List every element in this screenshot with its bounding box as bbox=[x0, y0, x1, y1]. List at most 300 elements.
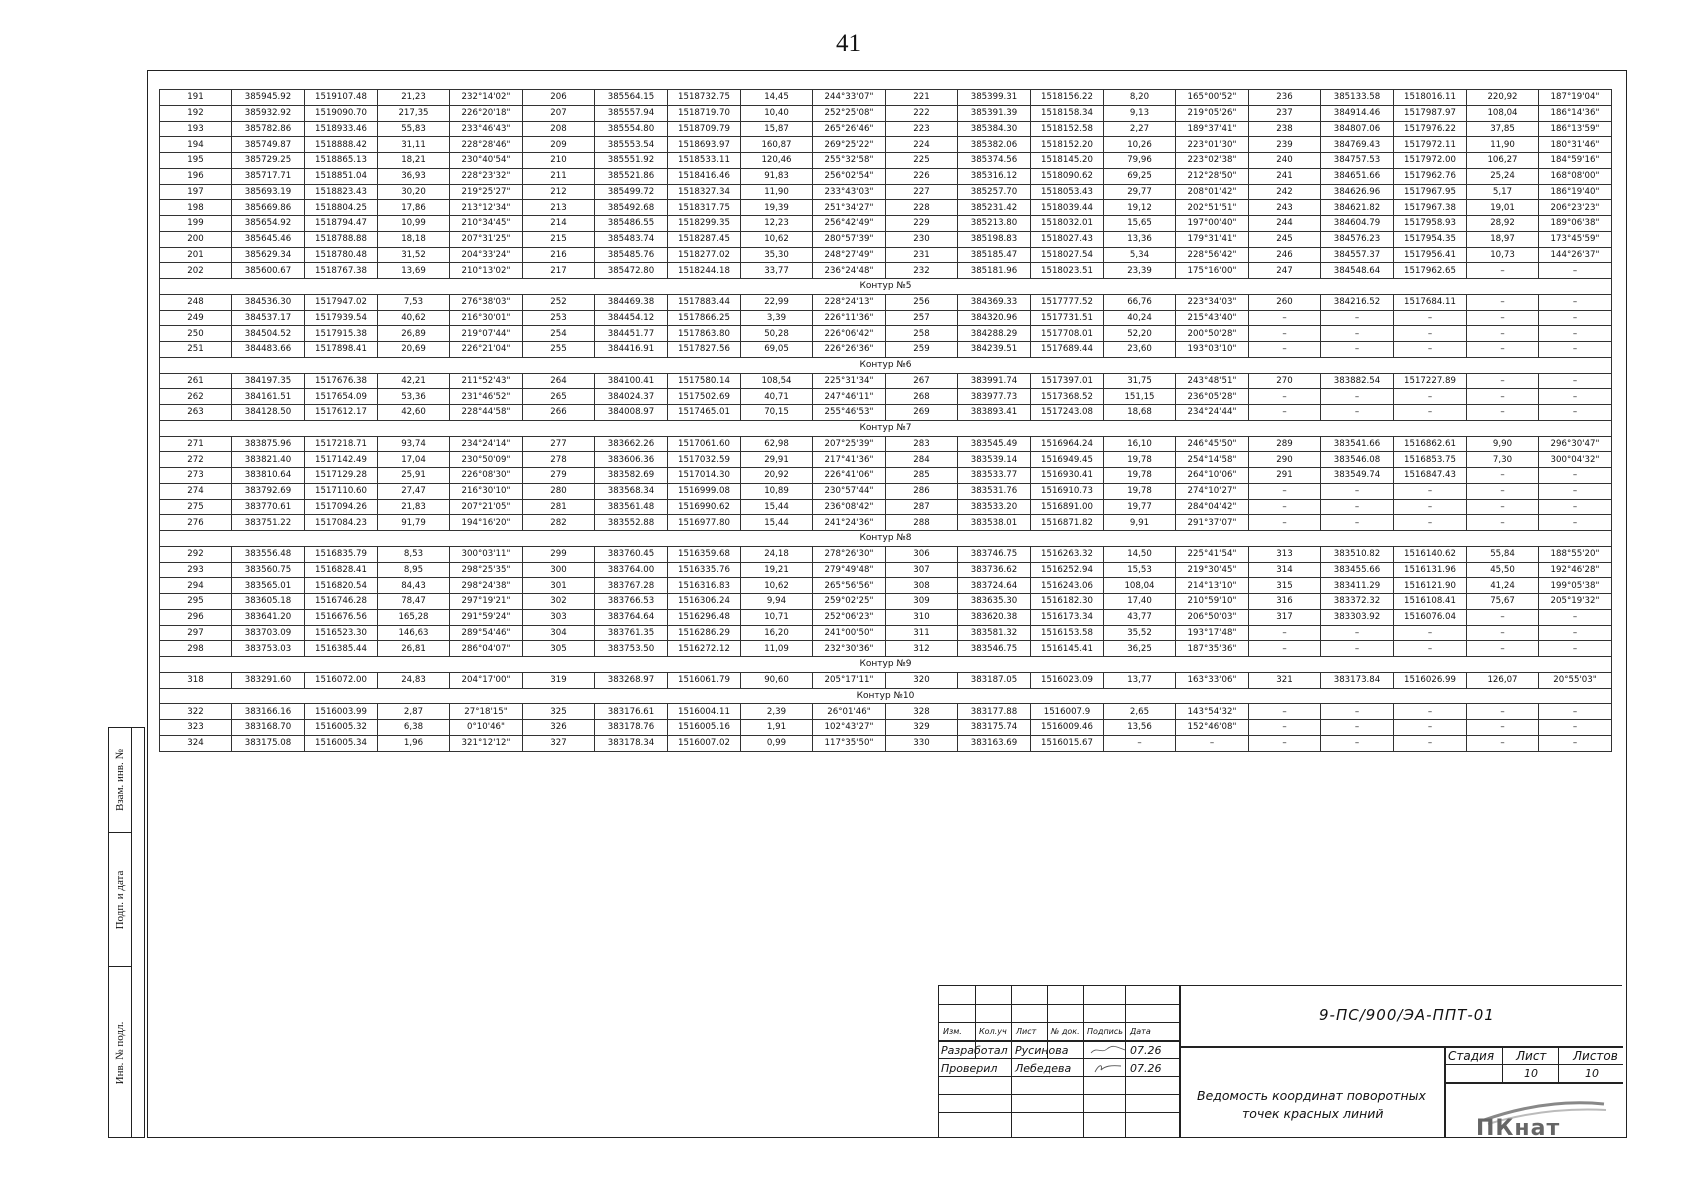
table-cell: 310 bbox=[886, 609, 958, 625]
table-cell: 316 bbox=[1249, 594, 1321, 610]
side-stamp-inv bbox=[109, 967, 131, 1139]
table-cell: 189°37'41" bbox=[1176, 121, 1249, 137]
table-cell: – bbox=[1249, 483, 1321, 499]
table-cell: 196 bbox=[160, 168, 232, 184]
table-cell: – bbox=[1539, 263, 1612, 279]
table-cell: 385654.92 bbox=[232, 216, 305, 232]
table-cell: 199 bbox=[160, 216, 232, 232]
table-cell: 226°21'04" bbox=[450, 342, 523, 358]
checked-role: Проверил bbox=[941, 1062, 998, 1075]
table-cell: 2,87 bbox=[378, 704, 450, 720]
table-cell: 9,91 bbox=[1104, 515, 1176, 531]
table-cell: 1516004.11 bbox=[668, 704, 741, 720]
table-cell: 69,25 bbox=[1104, 168, 1176, 184]
table-cell: – bbox=[1249, 499, 1321, 515]
table-cell: 219°07'44" bbox=[450, 326, 523, 342]
table-cell: 18,18 bbox=[378, 231, 450, 247]
table-cell: 383166.16 bbox=[232, 704, 305, 720]
table-cell: 212 bbox=[523, 184, 595, 200]
table-cell: 187°35'36" bbox=[1176, 641, 1249, 657]
table-cell: – bbox=[1394, 499, 1467, 515]
table-cell: – bbox=[1321, 515, 1394, 531]
table-cell: 288 bbox=[886, 515, 958, 531]
table-cell: 23,39 bbox=[1104, 263, 1176, 279]
table-cell: 1518416.46 bbox=[668, 168, 741, 184]
table-cell: 163°33'06" bbox=[1176, 672, 1249, 688]
table-cell: 1516286.29 bbox=[668, 625, 741, 641]
table-cell: 198 bbox=[160, 200, 232, 216]
table-cell: 1516359.68 bbox=[668, 546, 741, 562]
table-cell: – bbox=[1394, 720, 1467, 736]
table-cell: 193°03'10" bbox=[1176, 342, 1249, 358]
table-cell: – bbox=[1539, 735, 1612, 751]
table-cell: 241°24'36" bbox=[813, 515, 886, 531]
table-cell: 312 bbox=[886, 641, 958, 657]
table-cell: 1516910.73 bbox=[1031, 483, 1104, 499]
table-cell: 20,69 bbox=[378, 342, 450, 358]
table-cell: 384557.37 bbox=[1321, 247, 1394, 263]
table-cell: 274°10'27" bbox=[1176, 483, 1249, 499]
table-cell: 385693.19 bbox=[232, 184, 305, 200]
table-cell: – bbox=[1467, 720, 1539, 736]
table-cell: 290 bbox=[1249, 452, 1321, 468]
table-cell: 284 bbox=[886, 452, 958, 468]
table-cell: 248°27'49" bbox=[813, 247, 886, 263]
developed-name: Русинова bbox=[1015, 1044, 1069, 1057]
table-cell: 287 bbox=[886, 499, 958, 515]
table-cell: 216°30'01" bbox=[450, 310, 523, 326]
table-cell: 298°24'38" bbox=[450, 578, 523, 594]
table-cell: 62,98 bbox=[741, 436, 813, 452]
table-cell: 284°04'42" bbox=[1176, 499, 1249, 515]
table-cell: 217°41'36" bbox=[813, 452, 886, 468]
table-cell: 216 bbox=[523, 247, 595, 263]
table-cell: 19,78 bbox=[1104, 468, 1176, 484]
table-cell: 9,90 bbox=[1467, 436, 1539, 452]
table-cell: 215 bbox=[523, 231, 595, 247]
table-cell: 11,09 bbox=[741, 641, 813, 657]
table-cell: 384454.12 bbox=[595, 310, 668, 326]
checked-date: 07.26 bbox=[1130, 1062, 1162, 1075]
table-cell: 1516252.94 bbox=[1031, 562, 1104, 578]
table-cell: 385782.86 bbox=[232, 121, 305, 137]
table-cell: 1518152.20 bbox=[1031, 137, 1104, 153]
table-cell: 383175.74 bbox=[958, 720, 1031, 736]
table-cell: 286°04'07" bbox=[450, 641, 523, 657]
table-cell: 238 bbox=[1249, 121, 1321, 137]
table-cell: 1517227.89 bbox=[1394, 373, 1467, 389]
table-cell: 193°17'48" bbox=[1176, 625, 1249, 641]
table-cell: 33,77 bbox=[741, 263, 813, 279]
table-cell: 1517915.38 bbox=[305, 326, 378, 342]
table-cell: 384757.53 bbox=[1321, 153, 1394, 169]
table-cell: 9,94 bbox=[741, 594, 813, 610]
table-cell: 223 bbox=[886, 121, 958, 137]
table-cell: 0,99 bbox=[741, 735, 813, 751]
table-cell: 1518709.79 bbox=[668, 121, 741, 137]
table-cell: 228 bbox=[886, 200, 958, 216]
table-cell: 202°51'51" bbox=[1176, 200, 1249, 216]
table-cell: 29,91 bbox=[741, 452, 813, 468]
table-cell: 281 bbox=[523, 499, 595, 515]
table-cell: 383662.26 bbox=[595, 436, 668, 452]
table-cell: 226°06'42" bbox=[813, 326, 886, 342]
table-cell: 248 bbox=[160, 294, 232, 310]
table-cell: 14,45 bbox=[741, 90, 813, 106]
table-cell: 383724.64 bbox=[958, 578, 1031, 594]
table-cell: 321 bbox=[1249, 672, 1321, 688]
table-cell: 383764.64 bbox=[595, 609, 668, 625]
table-cell: 247 bbox=[1249, 263, 1321, 279]
table-cell: 1516131.96 bbox=[1394, 562, 1467, 578]
table-cell: 254°14'58" bbox=[1176, 452, 1249, 468]
table-cell: 385729.25 bbox=[232, 153, 305, 169]
table-cell: – bbox=[1394, 326, 1467, 342]
table-cell: 197 bbox=[160, 184, 232, 200]
table-cell: 106,27 bbox=[1467, 153, 1539, 169]
table-cell: 262 bbox=[160, 389, 232, 405]
table-cell: 385133.58 bbox=[1321, 90, 1394, 106]
table-cell: 280°57'39" bbox=[813, 231, 886, 247]
table-cell: 308 bbox=[886, 578, 958, 594]
table-cell: 273 bbox=[160, 468, 232, 484]
table-cell: 1,91 bbox=[741, 720, 813, 736]
table-cell: – bbox=[1249, 625, 1321, 641]
page-number: 41 bbox=[836, 30, 861, 57]
table-cell: – bbox=[1321, 704, 1394, 720]
table-cell: 1518788.88 bbox=[305, 231, 378, 247]
table-cell: 385492.68 bbox=[595, 200, 668, 216]
table-cell: 383753.03 bbox=[232, 641, 305, 657]
table-cell: 193 bbox=[160, 121, 232, 137]
table-cell: 213 bbox=[523, 200, 595, 216]
table-cell: 289°54'46" bbox=[450, 625, 523, 641]
table-cell: 384536.30 bbox=[232, 294, 305, 310]
table-cell: 1517397.01 bbox=[1031, 373, 1104, 389]
table-cell: 384369.33 bbox=[958, 294, 1031, 310]
table-cell: 315 bbox=[1249, 578, 1321, 594]
table-cell: 264 bbox=[523, 373, 595, 389]
table-cell: 184°59'16" bbox=[1539, 153, 1612, 169]
table-cell: 300 bbox=[523, 562, 595, 578]
table-cell: 7,30 bbox=[1467, 452, 1539, 468]
table-row bbox=[160, 499, 1612, 515]
table-cell: 175°16'00" bbox=[1176, 263, 1249, 279]
table-cell: 258 bbox=[886, 326, 958, 342]
table-cell: – bbox=[1249, 720, 1321, 736]
table-cell: 256°02'54" bbox=[813, 168, 886, 184]
table-cell: 385483.74 bbox=[595, 231, 668, 247]
table-cell: 1516173.34 bbox=[1031, 609, 1104, 625]
table-cell: 383560.75 bbox=[232, 562, 305, 578]
table-cell: 261 bbox=[160, 373, 232, 389]
table-cell: 210°13'02" bbox=[450, 263, 523, 279]
table-cell: 220,92 bbox=[1467, 90, 1539, 106]
table-row bbox=[160, 720, 1612, 736]
table-cell: 12,23 bbox=[741, 216, 813, 232]
table-cell: 330 bbox=[886, 735, 958, 751]
table-cell: – bbox=[1394, 515, 1467, 531]
table-cell: 53,36 bbox=[378, 389, 450, 405]
table-cell: 1517731.51 bbox=[1031, 310, 1104, 326]
table-cell: 296 bbox=[160, 609, 232, 625]
table-cell: 200°50'28" bbox=[1176, 326, 1249, 342]
contour-header-row bbox=[160, 420, 1612, 436]
developed-date: 07.26 bbox=[1130, 1044, 1162, 1057]
table-cell: 385554.80 bbox=[595, 121, 668, 137]
table-cell: 1518090.62 bbox=[1031, 168, 1104, 184]
table-cell: 230°57'44" bbox=[813, 483, 886, 499]
hdr-data: Дата bbox=[1130, 1027, 1151, 1036]
table-row bbox=[160, 294, 1612, 310]
table-row bbox=[160, 672, 1612, 688]
table-row bbox=[160, 373, 1612, 389]
table-cell: 1518027.54 bbox=[1031, 247, 1104, 263]
table-cell: 276°38'03" bbox=[450, 294, 523, 310]
side-stamp-podp-label: Подп. и дата bbox=[114, 870, 126, 929]
table-row bbox=[160, 452, 1612, 468]
table-cell: 1517863.80 bbox=[668, 326, 741, 342]
table-cell: 302 bbox=[523, 594, 595, 610]
developed-role: Разработал bbox=[941, 1044, 1008, 1057]
table-cell: 383767.28 bbox=[595, 578, 668, 594]
table-cell: – bbox=[1539, 704, 1612, 720]
table-cell: 1518244.18 bbox=[668, 263, 741, 279]
table-cell: 35,52 bbox=[1104, 625, 1176, 641]
table-cell: 1516977.80 bbox=[668, 515, 741, 531]
table-cell: 328 bbox=[886, 704, 958, 720]
table-cell: 1516316.83 bbox=[668, 578, 741, 594]
table-cell: 299 bbox=[523, 546, 595, 562]
table-cell: 27°18'15" bbox=[450, 704, 523, 720]
table-cell: 91,79 bbox=[378, 515, 450, 531]
document-code: 9-ПС/900/ЭА-ППТ-01 bbox=[1319, 1006, 1495, 1024]
table-cell: 210°59'10" bbox=[1176, 594, 1249, 610]
table-cell: – bbox=[1394, 483, 1467, 499]
table-cell: 1516847.43 bbox=[1394, 468, 1467, 484]
table-cell: – bbox=[1176, 735, 1249, 751]
table-cell: – bbox=[1539, 609, 1612, 625]
table-cell: 279 bbox=[523, 468, 595, 484]
table-cell: 226°41'06" bbox=[813, 468, 886, 484]
table-cell: – bbox=[1249, 515, 1321, 531]
table-cell: 24,83 bbox=[378, 672, 450, 688]
table-cell: 307 bbox=[886, 562, 958, 578]
table-cell: 383746.75 bbox=[958, 546, 1031, 562]
table-cell: 226 bbox=[886, 168, 958, 184]
table-cell: 1516072.00 bbox=[305, 672, 378, 688]
table-cell: 226°26'36" bbox=[813, 342, 886, 358]
table-cell: 1,96 bbox=[378, 735, 450, 751]
table-cell: 19,12 bbox=[1104, 200, 1176, 216]
table-cell: 266 bbox=[523, 405, 595, 421]
table-cell: 1516026.99 bbox=[1394, 672, 1467, 688]
table-cell: 1517954.35 bbox=[1394, 231, 1467, 247]
table-cell: 240 bbox=[1249, 153, 1321, 169]
table-cell: 228°24'13" bbox=[813, 294, 886, 310]
hdr-izm: Изм. bbox=[943, 1027, 962, 1036]
table-cell: 117°35'50" bbox=[813, 735, 886, 751]
table-cell: – bbox=[1249, 389, 1321, 405]
table-cell: – bbox=[1467, 389, 1539, 405]
table-cell: 383991.74 bbox=[958, 373, 1031, 389]
table-cell: 385257.70 bbox=[958, 184, 1031, 200]
table-cell: 278 bbox=[523, 452, 595, 468]
table-cell: 27,47 bbox=[378, 483, 450, 499]
table-cell: 297 bbox=[160, 625, 232, 641]
table-cell: 230°50'09" bbox=[450, 452, 523, 468]
table-cell: 1518023.51 bbox=[1031, 263, 1104, 279]
table-cell: 385213.80 bbox=[958, 216, 1031, 232]
table-cell: 1517972.00 bbox=[1394, 153, 1467, 169]
table-cell: 283 bbox=[886, 436, 958, 452]
table-cell: 1517014.30 bbox=[668, 468, 741, 484]
table-cell: 212°28'50" bbox=[1176, 168, 1249, 184]
table-cell: 326 bbox=[523, 720, 595, 736]
table-cell: – bbox=[1539, 405, 1612, 421]
table-cell: 35,30 bbox=[741, 247, 813, 263]
table-cell: 126,07 bbox=[1467, 672, 1539, 688]
table-cell: 2,39 bbox=[741, 704, 813, 720]
table-cell: – bbox=[1467, 263, 1539, 279]
table-cell: 165°00'52" bbox=[1176, 90, 1249, 106]
table-cell: 254 bbox=[523, 326, 595, 342]
logo-text: ПКнат bbox=[1476, 1116, 1561, 1136]
table-cell: – bbox=[1321, 641, 1394, 657]
table-cell: 1516076.04 bbox=[1394, 609, 1467, 625]
table-cell: 383565.01 bbox=[232, 578, 305, 594]
table-cell: 10,26 bbox=[1104, 137, 1176, 153]
table-cell: 223°02'38" bbox=[1176, 153, 1249, 169]
table-cell: 19,01 bbox=[1467, 200, 1539, 216]
table-cell: – bbox=[1321, 310, 1394, 326]
table-cell: 1516523.30 bbox=[305, 625, 378, 641]
table-cell: 383510.82 bbox=[1321, 546, 1394, 562]
table-cell: – bbox=[1104, 735, 1176, 751]
table-cell: 7,53 bbox=[378, 294, 450, 310]
table-cell: 1516153.58 bbox=[1031, 625, 1104, 641]
table-cell: 1516990.62 bbox=[668, 499, 741, 515]
table-cell: 1517368.52 bbox=[1031, 389, 1104, 405]
table-cell: 1516023.09 bbox=[1031, 672, 1104, 688]
table-cell: – bbox=[1539, 641, 1612, 657]
table-cell: 384239.51 bbox=[958, 342, 1031, 358]
table-cell: – bbox=[1394, 310, 1467, 326]
table-cell: 272 bbox=[160, 452, 232, 468]
table-cell: 267 bbox=[886, 373, 958, 389]
table-cell: 1517898.41 bbox=[305, 342, 378, 358]
table-cell: 289 bbox=[1249, 436, 1321, 452]
table-row bbox=[160, 137, 1612, 153]
table-row bbox=[160, 90, 1612, 106]
table-cell: 257 bbox=[886, 310, 958, 326]
table-cell: 1517218.71 bbox=[305, 436, 378, 452]
table-cell: 1517689.44 bbox=[1031, 342, 1104, 358]
table-cell: 8,20 bbox=[1104, 90, 1176, 106]
table-cell: 255 bbox=[523, 342, 595, 358]
table-cell: 385945.92 bbox=[232, 90, 305, 106]
table-cell: 66,76 bbox=[1104, 294, 1176, 310]
table-row bbox=[160, 168, 1612, 184]
table-cell: 384416.91 bbox=[595, 342, 668, 358]
table-cell: 1516003.99 bbox=[305, 704, 378, 720]
table-cell: 26,81 bbox=[378, 641, 450, 657]
table-cell: 1517465.01 bbox=[668, 405, 741, 421]
table-cell: 383173.84 bbox=[1321, 672, 1394, 688]
table-row bbox=[160, 405, 1612, 421]
table-cell: 206°50'03" bbox=[1176, 609, 1249, 625]
table-cell: 1516862.61 bbox=[1394, 436, 1467, 452]
table-cell: 1516007.9 bbox=[1031, 704, 1104, 720]
table-cell: 1517777.52 bbox=[1031, 294, 1104, 310]
table-cell: 1516891.00 bbox=[1031, 499, 1104, 515]
table-cell: 259 bbox=[886, 342, 958, 358]
table-cell: 385399.31 bbox=[958, 90, 1031, 106]
table-cell: – bbox=[1467, 405, 1539, 421]
table-cell: 385521.86 bbox=[595, 168, 668, 184]
table-cell: 241 bbox=[1249, 168, 1321, 184]
table-cell: – bbox=[1249, 405, 1321, 421]
contour-header-row bbox=[160, 688, 1612, 704]
table-cell: 383736.62 bbox=[958, 562, 1031, 578]
table-cell: 26°01'46" bbox=[813, 704, 886, 720]
table-cell: 236°08'42" bbox=[813, 499, 886, 515]
table-cell: 21,23 bbox=[378, 90, 450, 106]
table-cell: 31,52 bbox=[378, 247, 450, 263]
table-cell: 275 bbox=[160, 499, 232, 515]
table-cell: 186°13'59" bbox=[1539, 121, 1612, 137]
table-cell: 385564.15 bbox=[595, 90, 668, 106]
table-cell: 120,46 bbox=[741, 153, 813, 169]
table-cell: – bbox=[1539, 483, 1612, 499]
table-cell: 383168.70 bbox=[232, 720, 305, 736]
table-cell: 228°56'42" bbox=[1176, 247, 1249, 263]
table-cell: 383291.60 bbox=[232, 672, 305, 688]
table-cell: 31,75 bbox=[1104, 373, 1176, 389]
table-cell: 213°12'34" bbox=[450, 200, 523, 216]
table-cell: 1518780.48 bbox=[305, 247, 378, 263]
table-cell: 90,60 bbox=[741, 672, 813, 688]
table-cell: 8,53 bbox=[378, 546, 450, 562]
table-cell: 1518823.43 bbox=[305, 184, 378, 200]
table-cell: 384483.66 bbox=[232, 342, 305, 358]
table-cell: 36,25 bbox=[1104, 641, 1176, 657]
table-cell: 20,92 bbox=[741, 468, 813, 484]
table-cell: 244°33'07" bbox=[813, 90, 886, 106]
table-cell: 75,67 bbox=[1467, 594, 1539, 610]
table-cell: 1518693.97 bbox=[668, 137, 741, 153]
table-cell: 189°06'38" bbox=[1539, 216, 1612, 232]
table-cell: 243 bbox=[1249, 200, 1321, 216]
table-cell: 1516272.12 bbox=[668, 641, 741, 657]
table-cell: 233°43'03" bbox=[813, 184, 886, 200]
table-cell: 321°12'12" bbox=[450, 735, 523, 751]
table-cell: 385316.12 bbox=[958, 168, 1031, 184]
table-cell: 1516140.62 bbox=[1394, 546, 1467, 562]
table-cell: – bbox=[1467, 468, 1539, 484]
table-cell: 1518732.75 bbox=[668, 90, 741, 106]
table-cell: 93,74 bbox=[378, 436, 450, 452]
table-cell: 268 bbox=[886, 389, 958, 405]
table-cell: – bbox=[1539, 720, 1612, 736]
table-cell: 1517962.65 bbox=[1394, 263, 1467, 279]
table-cell: 219°05'26" bbox=[1176, 105, 1249, 121]
table-cell: 207°31'25" bbox=[450, 231, 523, 247]
table-cell: 226°20'18" bbox=[450, 105, 523, 121]
developed-signature bbox=[1089, 1044, 1127, 1056]
table-cell: 251 bbox=[160, 342, 232, 358]
sheet-number: 10 bbox=[1524, 1067, 1538, 1080]
